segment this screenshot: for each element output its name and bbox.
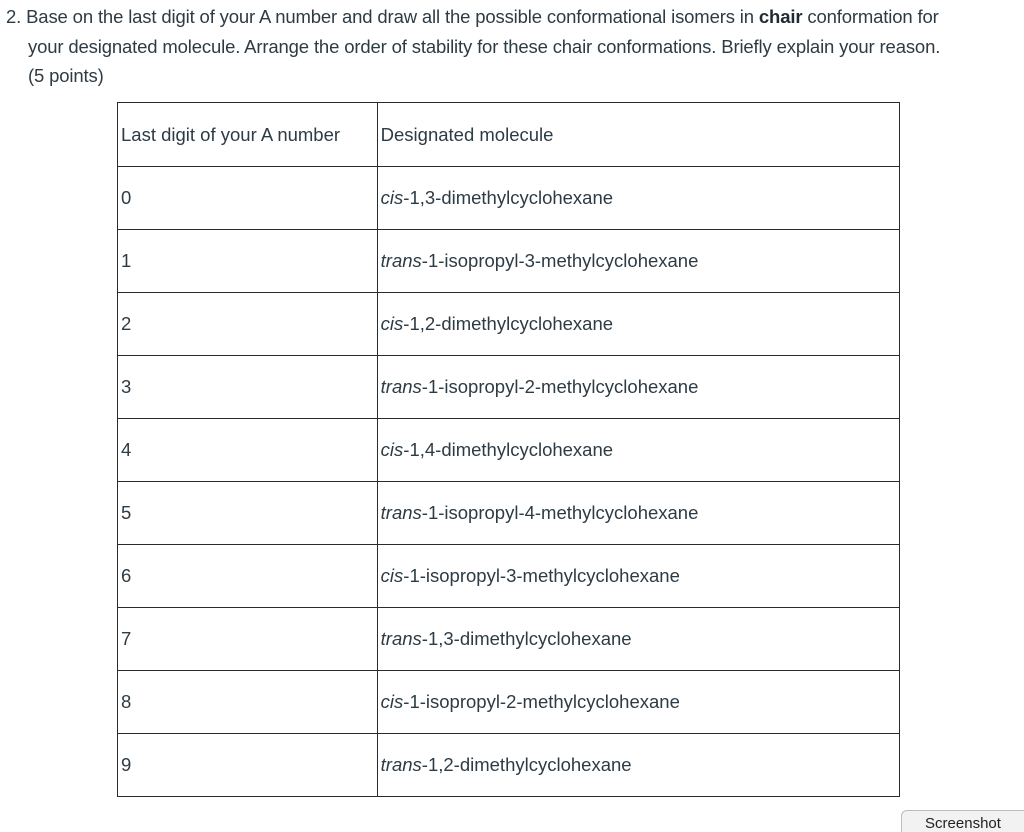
table-row xyxy=(118,608,900,671)
digit-cell: 5 xyxy=(118,482,378,545)
molecule-prefix: cis xyxy=(380,691,404,712)
header-designated-molecule: Designated molecule xyxy=(377,103,899,167)
digit-cell: 8 xyxy=(118,671,378,734)
digit-cell: 2 xyxy=(118,293,378,356)
molecule-prefix: trans xyxy=(380,502,422,523)
digit-cell: 6 xyxy=(118,545,378,608)
digit-cell: 3 xyxy=(118,356,378,419)
molecule-name: -1-isopropyl-2-methylcyclohexane xyxy=(403,691,680,712)
molecule-assignment-table xyxy=(117,102,900,797)
molecule-name: -1,4-dimethylcyclohexane xyxy=(403,439,614,460)
digit-cell: 4 xyxy=(118,419,378,482)
question-bold-word: chair xyxy=(758,6,803,27)
table-header-row xyxy=(118,103,900,167)
molecule-name: -1,3-dimethylcyclohexane xyxy=(421,628,632,649)
table-row xyxy=(118,482,900,545)
molecule-cell xyxy=(377,419,899,482)
molecule-cell xyxy=(377,671,899,734)
molecule-name: -1-isopropyl-4-methylcyclohexane xyxy=(421,502,699,523)
molecule-name: -1,2-dimethylcyclohexane xyxy=(421,754,632,775)
table-row xyxy=(118,356,900,419)
molecule-cell xyxy=(377,482,899,545)
molecule-cell xyxy=(377,608,899,671)
molecule-prefix: cis xyxy=(380,187,404,208)
molecule-cell xyxy=(377,734,899,797)
molecule-name: -1-isopropyl-3-methylcyclohexane xyxy=(421,250,699,271)
question-line-1 xyxy=(6,2,1018,32)
digit-cell: 0 xyxy=(118,167,378,230)
molecule-cell xyxy=(377,545,899,608)
table-row xyxy=(118,734,900,797)
table-row xyxy=(118,419,900,482)
molecule-cell xyxy=(377,356,899,419)
question-line-1-end: conformation for xyxy=(802,6,939,27)
molecule-name: -1-isopropyl-3-methylcyclohexane xyxy=(403,565,680,586)
molecule-prefix: cis xyxy=(380,565,404,586)
screenshot-button[interactable]: Screenshot xyxy=(901,810,1024,832)
digit-cell: 7 xyxy=(118,608,378,671)
question-points: (5 points) xyxy=(28,65,104,86)
molecule-cell xyxy=(377,167,899,230)
molecule-prefix: cis xyxy=(380,439,404,460)
table-row xyxy=(118,545,900,608)
table-row xyxy=(118,167,900,230)
molecule-prefix: trans xyxy=(380,754,422,775)
molecule-prefix: trans xyxy=(380,250,422,271)
question-line-2: your designated molecule. Arrange the order of stability for these chair conformations. Briefly explain your reason. xyxy=(28,35,941,57)
molecule-cell xyxy=(377,230,899,293)
question-text xyxy=(6,2,1018,91)
question-line-1-start: 2. Base on the last digit of your A number and draw all the possible conformational isomers in xyxy=(6,6,759,27)
table-row xyxy=(118,671,900,734)
molecule-name: -1,2-dimethylcyclohexane xyxy=(403,313,614,334)
digit-cell: 1 xyxy=(118,230,378,293)
molecule-prefix: cis xyxy=(380,313,404,334)
molecule-name: -1,3-dimethylcyclohexane xyxy=(403,187,614,208)
digit-cell: 9 xyxy=(118,734,378,797)
table-row xyxy=(118,230,900,293)
molecule-name: -1-isopropyl-2-methylcyclohexane xyxy=(421,376,699,397)
table-row xyxy=(118,293,900,356)
molecule-prefix: trans xyxy=(380,376,422,397)
molecule-prefix: trans xyxy=(380,628,422,649)
header-last-digit: Last digit of your A number xyxy=(118,103,378,167)
molecule-cell xyxy=(377,293,899,356)
